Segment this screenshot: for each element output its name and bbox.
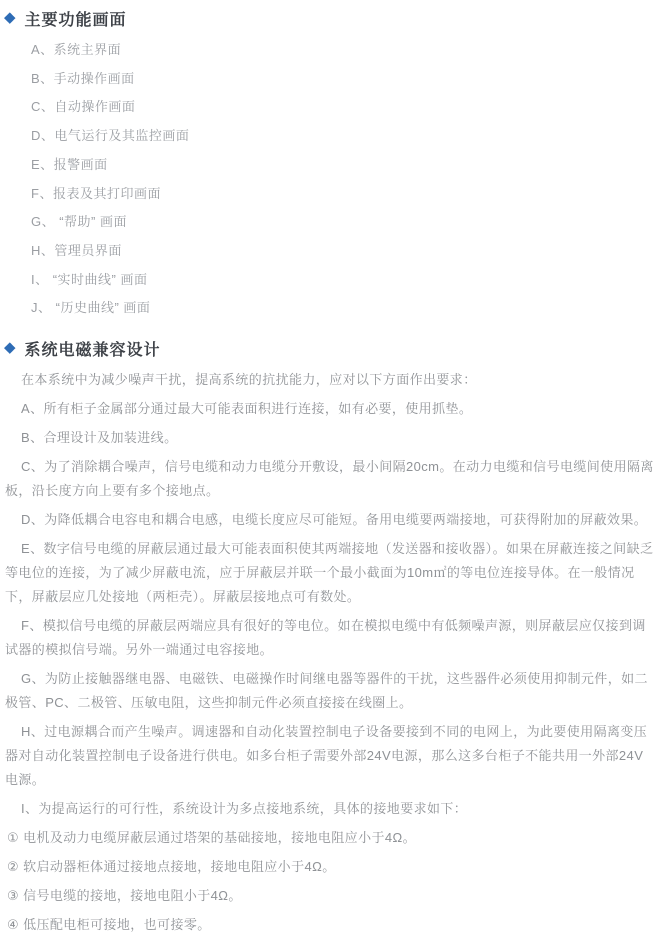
list-item: A、系统主界面 — [31, 42, 122, 57]
section-main-screens-heading — [4, 7, 656, 30]
section-emc-heading — [4, 337, 656, 360]
list-item: F、报表及其打印画面 — [31, 185, 161, 201]
paragraph: 在本系统中为减少噪声干扰，提高系统的抗扰能力，应对以下方面作出要求： — [21, 372, 477, 388]
section-emc-design — [4, 337, 656, 937]
numbered-item: ④ 低压配电柜可接地，也可接零。 — [7, 917, 211, 933]
section-title: 主要功能画面 — [24, 12, 127, 29]
emc-paragraphs — [4, 368, 656, 937]
paragraph: F、模拟信号电缆的屏蔽层两端应具有很好的等电位。如在模拟电缆中有低频噪声源，则屏蔽层应仅接到调试器的模拟信号端。另外一端通过电容接地。 — [5, 618, 646, 658]
numbered-item: ② 软启动器柜体通过接地点接地，接地电阻应小于4Ω。 — [7, 859, 336, 875]
list-item: E、报警画面 — [31, 156, 108, 172]
paragraph: A、所有柜子金属部分通过最大可能表面积进行连接，如有必要，使用抓垫。 — [21, 401, 473, 417]
paragraph: H、过电源耦合而产生噪声。调速器和自动化装置控制电子设备要接到不同的电网上，为此要使用隔离变压器对自动化装置控制电子设备进行供电。如多台柜子需要外部24V电源，那么这多台柜子不能共用一外部24V电源。 — [5, 724, 648, 788]
numbered-item: ③ 信号电缆的接地，接地电阻小于4Ω。 — [7, 888, 242, 904]
list-item: G、 “帮助” 画面 — [31, 214, 127, 230]
list-item: H、管理员界面 — [31, 242, 122, 258]
diamond-icon: ◆ — [4, 339, 16, 357]
list-item: D、电气运行及其监控画面 — [31, 128, 190, 144]
list-item: I、 “实时曲线” 画面 — [31, 271, 148, 287]
paragraph: C、为了消除耦合噪声，信号电缆和动力电缆分开敷设，最小间隔20cm。在动力电缆和信号电缆间使用隔离板，沿长度方向上要有多个接地点。 — [5, 459, 654, 499]
list-item: B、手动操作画面 — [31, 70, 135, 86]
paragraph: G、为防止接触器继电器、电磁铁、电磁操作时间继电器等器件的干扰，这些器件必须使用抑制元件，如二极管、PC、二极管、压敏电阻，这些抑制元件必须直接接在线圈上。 — [5, 671, 648, 711]
paragraph: D、为降低耦合电容电和耦合电感，电缆长度应尽可能短。备用电缆要两端接地，可获得附加的屏蔽效果。 — [21, 512, 648, 528]
screen-list — [31, 36, 656, 323]
paragraph: B、合理设计及加装进线。 — [21, 430, 178, 446]
list-item: C、自动操作画面 — [31, 99, 136, 115]
section-main-screens — [4, 7, 656, 323]
paragraph: E、数字信号电缆的屏蔽层通过最大可能表面积使其两端接地（发送器和接收器）。如果在屏蔽连接之间缺乏等电位的连接，为了减少屏蔽电流，应于屏蔽层并联一个最小截面为10m㎡的等电位连接导体。在一般情况下，屏蔽层应几处接地（两柜壳）。屏蔽层接地点可有数处。 — [5, 541, 654, 605]
section-title: 系统电磁兼容设计 — [24, 342, 161, 360]
list-item: J、 “历史曲线” 画面 — [31, 300, 151, 316]
paragraph: I、为提高运行的可行性，系统设计为多点接地系统，具体的接地要求如下： — [21, 801, 468, 817]
numbered-item: ① 电机及动力电缆屏蔽层通过塔架的基础接地，接地电阻应小于4Ω。 — [7, 830, 417, 846]
diamond-icon: ◆ — [4, 9, 16, 26]
